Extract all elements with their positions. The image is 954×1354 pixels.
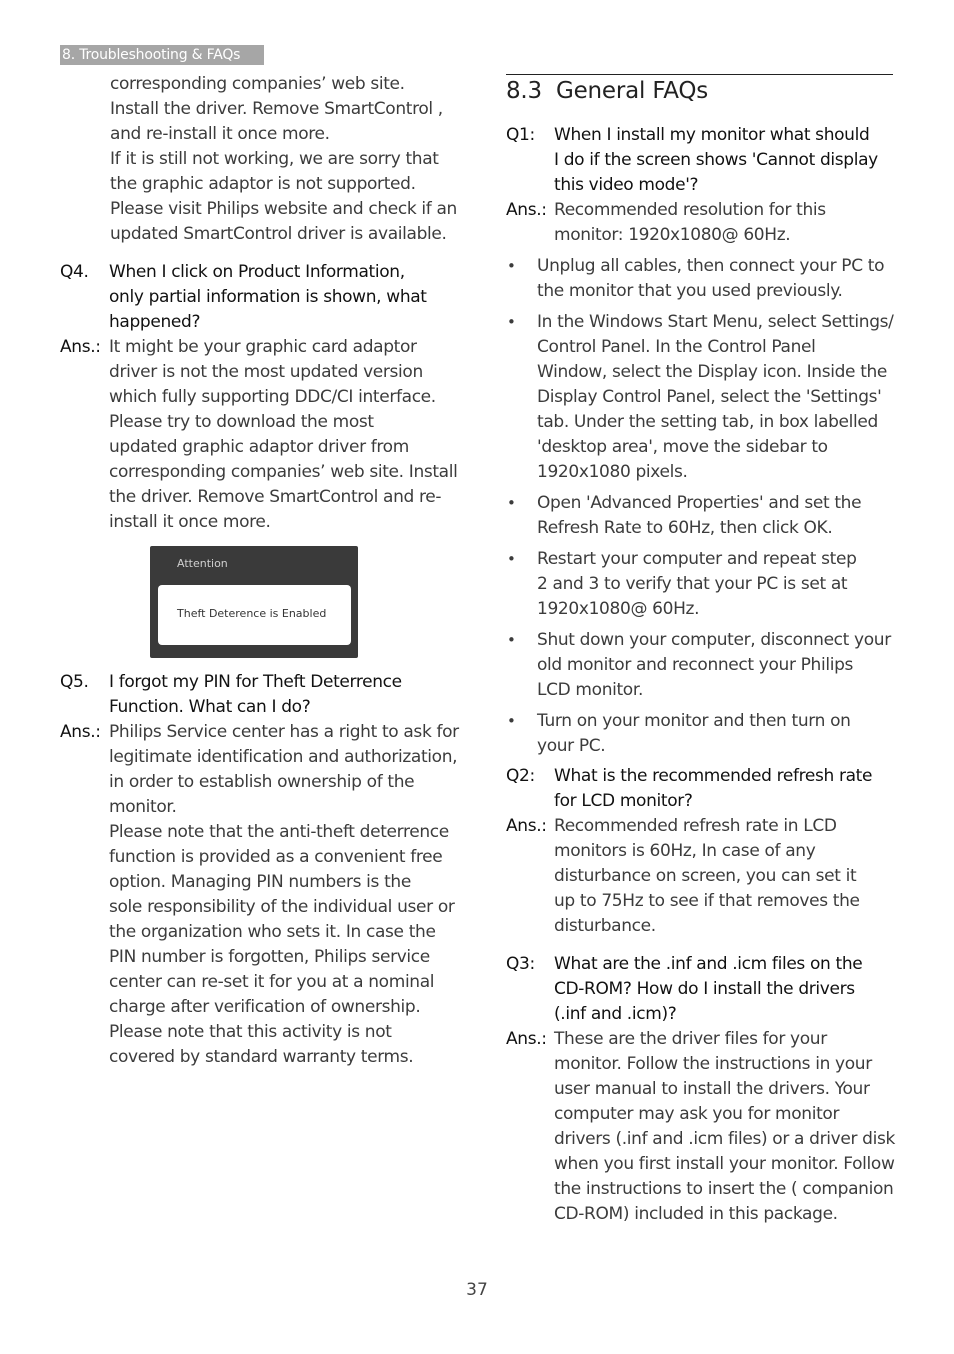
text-line: the monitor that you used previously. (537, 281, 843, 301)
text-line: your PC. (537, 736, 606, 756)
text-line: PIN number is forgotten, Philips service (109, 947, 430, 967)
list-item-text (537, 310, 896, 485)
text-line: What is the recommended refresh rate (554, 766, 873, 786)
answer-label: Ans.: (506, 816, 547, 836)
list-item (506, 254, 896, 304)
text-line: drivers (.inf and .icm files) or a driver disk (554, 1129, 895, 1149)
text-line: updated SmartControl driver is available. (110, 224, 447, 244)
text-line: for LCD monitor? (554, 791, 693, 811)
list-item (506, 310, 896, 485)
text-line: monitors is 60Hz, In case of any (554, 841, 816, 861)
text-line: only partial information is shown, what (109, 287, 427, 307)
question-label: Q4. (60, 262, 89, 282)
text-line: tab. Under the setting tab, in box labelled (537, 412, 878, 432)
text-line: These are the driver files for your (554, 1029, 827, 1049)
text-line: function is provided as a convenient free (109, 847, 443, 867)
text-line: monitor. (109, 797, 177, 817)
text-line: Restart your computer and repeat step (537, 549, 857, 569)
answer-text (109, 720, 459, 1070)
faq-q4 (60, 260, 460, 535)
question-label: Q3: (506, 954, 535, 974)
text-line: Display Control Panel, select the 'Settings' (537, 387, 882, 407)
text-line: When I install my monitor what should (554, 125, 870, 145)
text-line: Philips Service center has a right to ask for (109, 722, 459, 742)
text-line: the organization who sets it. In case the (109, 922, 436, 942)
list-item (506, 491, 896, 541)
text-line: install it once more. (109, 512, 271, 532)
text-line: Open 'Advanced Properties' and set the (537, 493, 862, 513)
question-text (109, 260, 427, 335)
text-line: corresponding companies’ web site. Install (109, 462, 458, 482)
text-line: disturbance on screen, you can set it (554, 866, 857, 886)
list-item (506, 628, 896, 703)
text-line: the driver. Remove SmartControl and re- (109, 487, 442, 507)
dialog-message: Theft Deterence is Enabled (177, 607, 327, 620)
text-line: If it is still not working, we are sorry that (110, 149, 439, 169)
text-line: covered by standard warranty terms. (109, 1047, 414, 1067)
text-line: Turn on your monitor and then turn on (537, 711, 851, 731)
answer-text (109, 335, 458, 535)
bullet-icon: • (507, 712, 516, 730)
text-line: 'desktop area', move the sidebar to (537, 437, 828, 457)
troubleshooting-steps-list (506, 254, 896, 765)
text-line: when you first install your monitor. Follow (554, 1154, 895, 1174)
section-heading: General FAQs (555, 78, 709, 104)
text-line: the graphic adaptor is not supported. (110, 174, 416, 194)
answer-label: Ans.: (506, 1029, 547, 1049)
text-line: I forgot my PIN for Theft Deterrence (109, 672, 402, 692)
text-line: Please try to download the most (109, 412, 374, 432)
bullet-icon: • (507, 631, 516, 649)
text-line: corresponding companies’ web site. (110, 74, 405, 94)
text-line: center can re-set it for you at a nominal (109, 972, 435, 992)
text-line: In the Windows Start Menu, select Settings/ (537, 312, 894, 332)
list-item (506, 709, 896, 759)
text-line: Function. What can I do? (109, 697, 311, 717)
faq-q5 (60, 670, 460, 1070)
text-line: option. Managing PIN numbers is the (109, 872, 411, 892)
list-item-text (537, 628, 896, 703)
text-line: Unplug all cables, then connect your PC to (537, 256, 885, 276)
text-line: driver is not the most updated version (109, 362, 423, 382)
list-item-text (537, 254, 896, 304)
text-line: old monitor and reconnect your Philips (537, 655, 854, 675)
faq-q2 (506, 764, 896, 939)
bullet-icon: • (507, 257, 516, 275)
text-line: Please note that the anti-theft deterrence (109, 822, 449, 842)
text-line: legitimate identification and authorization, (109, 747, 458, 767)
text-line: 1920x1080@ 60Hz. (537, 599, 700, 619)
list-item (506, 547, 896, 622)
text-line: Please note that this activity is not (109, 1022, 392, 1042)
attention-dialog (150, 546, 358, 658)
intro-continuation (110, 72, 460, 247)
answer-text (554, 198, 826, 248)
answer-text (554, 814, 860, 939)
text-line: charge after verification of ownership. (109, 997, 421, 1017)
text-line: It might be your graphic card adaptor (109, 337, 417, 357)
text-line: Recommended refresh rate in LCD (554, 816, 837, 836)
text-line: which fully supporting DDC/CI interface. (109, 387, 436, 407)
text-line: Control Panel. In the Control Panel (537, 337, 816, 357)
question-text (554, 123, 878, 198)
question-label: Q5. (60, 672, 89, 692)
question-text (554, 764, 872, 814)
text-line: (.inf and .icm)? (554, 1004, 677, 1024)
text-line: What are the .inf and .icm files on the (554, 954, 863, 974)
text-line: Refresh Rate to 60Hz, then click OK. (537, 518, 833, 538)
text-line: up to 75Hz to see if that removes the (554, 891, 860, 911)
text-line: Shut down your computer, disconnect your (537, 630, 891, 650)
list-item-text (537, 709, 896, 759)
list-item-text (537, 491, 896, 541)
text-line: updated graphic adaptor driver from (109, 437, 409, 457)
text-line: Window, select the Display icon. Inside the (537, 362, 888, 382)
section-divider (506, 74, 893, 75)
faq-q3 (506, 952, 896, 1227)
bullet-icon: • (507, 313, 516, 331)
question-text (554, 952, 862, 1027)
list-item-text (537, 547, 896, 622)
text-line: LCD monitor. (537, 680, 643, 700)
dialog-title: Attention (177, 557, 228, 570)
text-line: 2 and 3 to verify that your PC is set at (537, 574, 848, 594)
text-line: 1920x1080 pixels. (537, 462, 688, 482)
text-line: monitor: 1920x1080@ 60Hz. (554, 225, 791, 245)
faq-q1 (506, 123, 896, 248)
question-label: Q2: (506, 766, 535, 786)
text-line: Install the driver. Remove SmartControl , (110, 99, 443, 119)
text-line: monitor. Follow the instructions in your (554, 1054, 872, 1074)
section-header-tab: 8. Troubleshooting & FAQs (60, 45, 264, 65)
section-title (506, 76, 708, 106)
text-line: the instructions to insert the ( companion (554, 1179, 894, 1199)
text-line: this video mode'? (554, 175, 699, 195)
text-line: CD-ROM) included in this package. (554, 1204, 838, 1224)
text-line: sole responsibility of the individual user or (109, 897, 455, 917)
answer-text (554, 1027, 895, 1227)
question-label: Q1: (506, 125, 535, 145)
text-line: user manual to install the drivers. Your (554, 1079, 870, 1099)
text-line: computer may ask you for monitor (554, 1104, 840, 1124)
text-line: CD-ROM? How do I install the drivers (554, 979, 855, 999)
answer-label: Ans.: (60, 722, 101, 742)
text-line: disturbance. (554, 916, 656, 936)
text-line: Please visit Philips website and check if an (110, 199, 457, 219)
dialog-message-box (158, 585, 351, 645)
bullet-icon: • (507, 550, 516, 568)
intro-lines (110, 72, 460, 247)
text-line: I do if the screen shows 'Cannot display (554, 150, 878, 170)
answer-label: Ans.: (506, 200, 547, 220)
page-number: 37 (466, 1280, 488, 1300)
text-line: happened? (109, 312, 201, 332)
question-text (109, 670, 402, 720)
text-line: and re-install it once more. (110, 124, 330, 144)
text-line: When I click on Product Information, (109, 262, 405, 282)
text-line: in order to establish ownership of the (109, 772, 415, 792)
bullet-icon: • (507, 494, 516, 512)
text-line: Recommended resolution for this (554, 200, 826, 220)
section-number: 8.3 (506, 78, 542, 104)
answer-label: Ans.: (60, 337, 101, 357)
